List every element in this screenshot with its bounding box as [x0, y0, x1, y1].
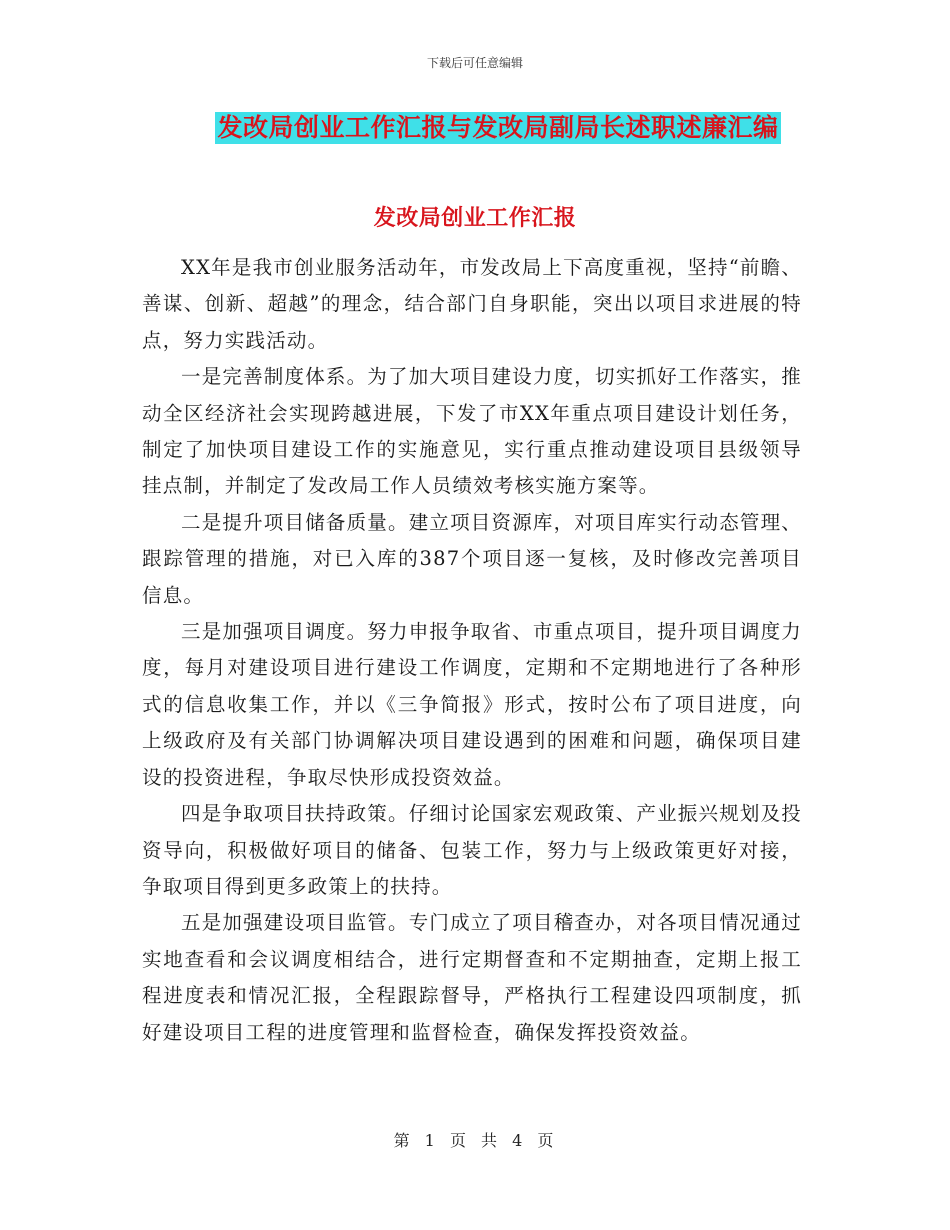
- paragraph-item-5: 五是加强建设项目监管。专门成立了项目稽查办，对各项目情况通过实地查看和会议调度相结合，进行定期督查和不定期抽查，定期上报工程进度表和情况汇报，全程跟踪督导，严格执行工程建设四项制度，抓好建设项目工程的进度管理和监督检查，确保发挥投资效益。: [142, 911, 803, 1044]
- paragraph-item-2: 二是提升项目储备质量。建立项目资源库，对项目库实行动态管理、跟踪管理的措施，对已入库的387个项目逐一复核，及时修改完善项目信息。: [142, 510, 803, 607]
- section-title: 发改局创业工作汇报: [373, 206, 577, 231]
- paragraph-intro: XX年是我市创业服务活动年，市发改局上下高度重视，坚持“前瞻、善谋、创新、超越”的理念，结合部门自身职能，突出以项目求进展的特点，努力实践活动。: [142, 256, 802, 352]
- page-number-footer: 第 1 页 共 4 页: [393, 1131, 557, 1150]
- document-body: [142, 250, 802, 1051]
- page-header-note: 下载后可任意编辑: [426, 56, 523, 70]
- paragraph-item-4: 四是争取项目扶持政策。仔细讨论国家宏观政策、产业振兴规划及投资导向，积极做好项目的储备、包装工作，努力与上级政策更好对接，争取项目得到更多政策上的扶持。: [142, 802, 803, 898]
- main-title: 发改局创业工作汇报与发改局副局长述职述廉汇编: [217, 113, 779, 142]
- paragraph-item-1: 一是完善制度体系。为了加大项目建设力度，切实抓好工作落实，推动全区经济社会实现跨越进展，下发了市XX年重点项目建设计划任务，制定了加快项目建设工作的实施意见，实行重点推动建设项目县级领导挂点制，并制定了发改局工作人员绩效考核实施方案等。: [142, 365, 803, 498]
- paragraph-item-3: 三是加强项目调度。努力申报争取省、市重点项目，提升项目调度力度，每月对建设项目进行建设工作调度，定期和不定期地进行了各种形式的信息收集工作，并以《三争简报》形式，按时公布了项目进度，向上级政府及有关部门协调解决项目建设遇到的困难和问题，确保项目建设的投资进程，争取尽快形成投资效益。: [142, 620, 803, 789]
- main-title-container: [0, 112, 950, 144]
